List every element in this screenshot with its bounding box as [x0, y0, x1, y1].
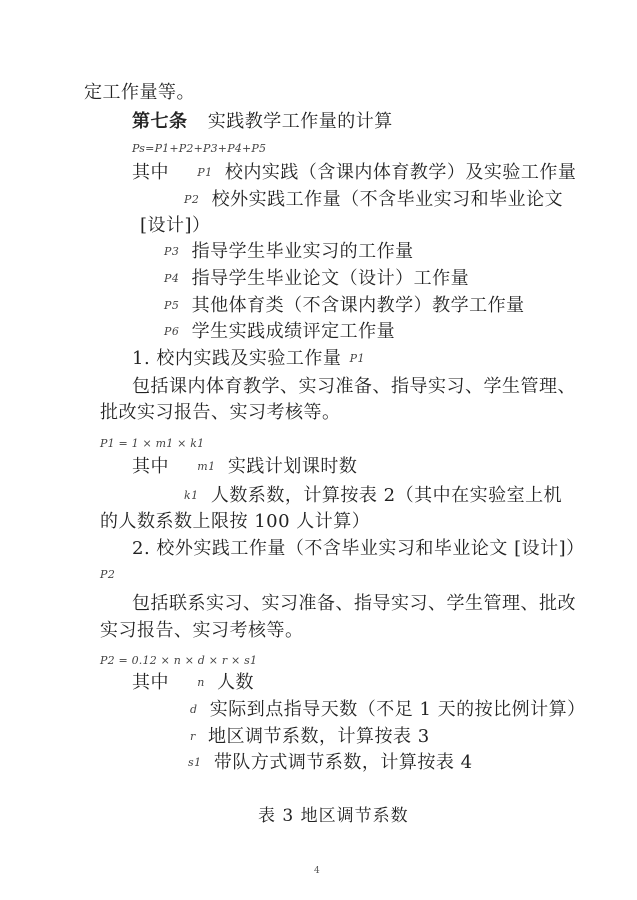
article-number: 第七条 [132, 111, 188, 132]
definition-line [164, 268, 469, 290]
definition-line [190, 726, 430, 748]
variable-definition: 人数系数，计算按表 2（其中在实验室上机 [210, 485, 563, 506]
where-label: 其中 [132, 456, 169, 477]
paragraph-line: 包括联系实习、实习准备、指导实习、学生管理、批改 [132, 593, 576, 614]
variable-definition: 学生实践成绩评定工作量 [191, 321, 396, 342]
variable-symbol: P2 [184, 193, 200, 206]
definition-line [132, 672, 254, 694]
article-heading [132, 111, 393, 133]
section-heading [132, 348, 371, 370]
where-label: 其中 [132, 162, 169, 183]
variable-symbol: P2 [100, 568, 116, 581]
section-title: 1. 校内实践及实验工作量 [132, 348, 342, 369]
variable-definition: 校外实践工作量（不含毕业实习和毕业论文 [211, 189, 564, 210]
definition-line [132, 162, 576, 184]
variable-symbol: P4 [164, 272, 180, 285]
variable-definition: 其他体育类（不含课内教学）教学工作量 [191, 295, 525, 316]
formula-main: Ps=P1+P2+P3+P4+P5 [132, 142, 267, 155]
definition-line [164, 321, 395, 343]
definition-line [184, 189, 563, 211]
where-label: 其中 [132, 672, 169, 693]
variable-symbol: m1 [197, 460, 216, 473]
formula: P2 = 0.12 × n × d × r × s1 [100, 654, 258, 667]
variable-definition: 实际到点指导天数（不足 1 天的按比例计算） [209, 699, 586, 720]
definition-line [164, 295, 525, 317]
variable-symbol: P1 [349, 352, 366, 365]
text-line: 的人数系数上限按 100 人计算） [100, 511, 371, 532]
table-caption: 表 3 地区调节系数 [258, 806, 409, 826]
definition-line [190, 699, 586, 721]
paragraph-line: 实习报告、实习考核等。 [100, 620, 304, 641]
variable-symbol: n [197, 676, 205, 689]
variable-definition: 指导学生毕业实习的工作量 [191, 241, 414, 262]
text-line: 定工作量等。 [84, 82, 195, 103]
definition-line [132, 456, 357, 478]
definition-line [188, 752, 473, 774]
article-title: 实践教学工作量的计算 [207, 111, 393, 132]
variable-symbol: P5 [164, 299, 180, 312]
variable-symbol: r [190, 730, 196, 743]
page-number: 4 [314, 866, 321, 876]
variable-definition: 实践计划课时数 [227, 456, 358, 477]
section-title: 2. 校外实践工作量（不含毕业实习和毕业论文 [设计]） [132, 538, 585, 559]
variable-symbol: k1 [184, 489, 199, 502]
paragraph-line: 批改实习报告、实习考核等。 [100, 402, 341, 423]
formula: P1 = 1 × m1 × k1 [100, 437, 205, 450]
text-line: [设计]） [140, 215, 211, 236]
variable-definition: 校内实践（含课内体育教学）及实验工作量 [224, 162, 577, 183]
definition-line [184, 485, 562, 507]
variable-symbol: s1 [188, 756, 202, 769]
variable-symbol: d [190, 703, 198, 716]
paragraph-line: 包括课内体育教学、实习准备、指导实习、学生管理、 [132, 376, 576, 397]
variable-definition: 指导学生毕业论文（设计）工作量 [191, 268, 470, 289]
variable-symbol: P6 [164, 325, 180, 338]
variable-definition: 人数 [217, 672, 255, 693]
variable-definition: 带队方式调节系数，计算按表 4 [213, 752, 473, 773]
variable-definition: 地区调节系数，计算按表 3 [208, 726, 430, 747]
variable-symbol: P3 [164, 245, 180, 258]
variable-symbol-line [100, 564, 121, 586]
variable-symbol: P1 [197, 166, 213, 179]
definition-line [164, 241, 414, 263]
